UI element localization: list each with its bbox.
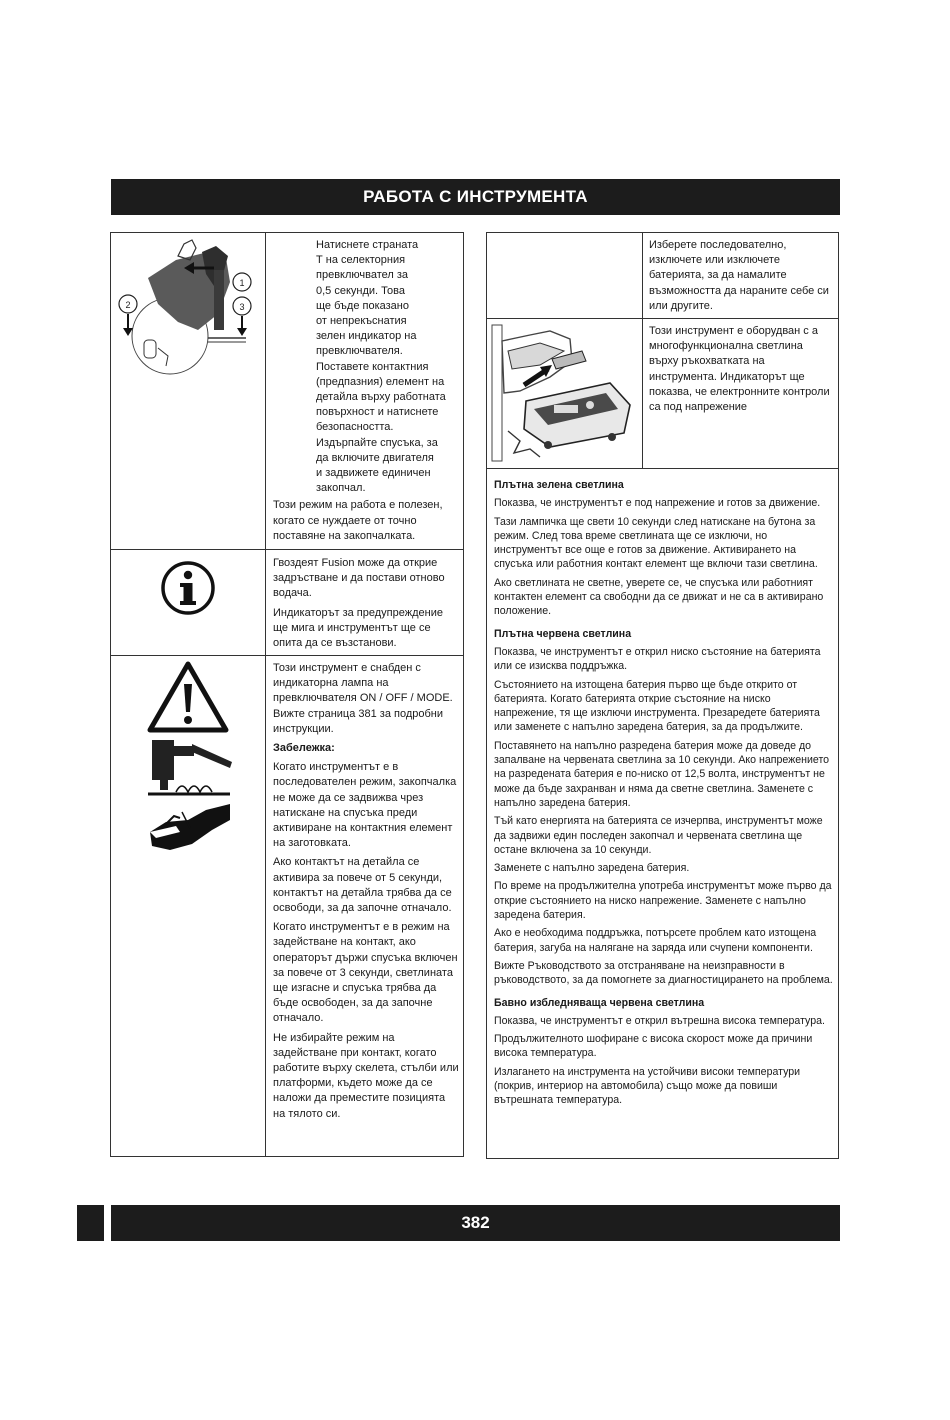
mode-step-line: и задвижете единичен [316, 467, 431, 480]
step-badge-1: 1 [239, 278, 245, 288]
info-icon [160, 560, 216, 616]
solid-green-p3: Ако светлината не светне, уверете се, че спусъка или работният контактен елемент са свободни да се движат и не са в активирано положение. [494, 576, 824, 618]
left-row-1-text [273, 238, 459, 548]
light-status-sections [494, 478, 834, 1112]
multi-light-text: Този инструмент е оборудван с а многофункционална светлина върху ръкохватката на инструмента. Индикаторът ще показва, че електронните контроли са под напрежение [649, 325, 830, 414]
solid-red-p8: Вижте Ръководството за отстраняване на неизправности в ръководството, за да помогнете за диагностицирането на проблема. [494, 959, 833, 987]
mode-step-line: зелен индикатор на [316, 330, 417, 343]
solid-red-p3: Поставянето на напълно разредена батерия може да доведе до запалване на червената светлина за 10 секунди. Ако напрежението на разредената батерия е по-ниско от 12,5 волта, инструментът не може да бъде захранван и няма да светне светлина. Заменете с напълно заредена батерия. [494, 739, 830, 809]
mode-step-line: Т на селекторния [316, 254, 406, 267]
section-title: РАБОТА С ИНСТРУМЕНТА [363, 187, 588, 206]
solid-red-p4: Тъй като енергията на батерията се изчерпва, инструментът може да задвижи един последен закопчал и червената светлина ще остане включена за 10 секунди. [494, 815, 823, 856]
mode-step-line: от непрекъснатия [316, 315, 407, 328]
left-row-2-text [273, 556, 459, 655]
solid-green-p1: Показва, че инструментът е под напрежение и готов за движение. [494, 497, 821, 510]
mode-step-line: (предпазния) елемент на [316, 375, 445, 388]
fading-red-p2: Продължителното шофиране с висока скорост може да причини висока температура. [494, 1033, 813, 1060]
solid-green-heading: Плътна зелена светлина [494, 479, 624, 491]
step-badge-3: 3 [239, 302, 245, 312]
fading-red-p1: Показва, че инструментът е открил вътрешна висока температура. [494, 1014, 825, 1027]
nailer-on-workpiece-icon [146, 736, 234, 800]
solid-red-p5: Заменете с напълно заредена батерия. [494, 862, 690, 875]
mode-step-line: Издърпайте спусъка, за [316, 436, 438, 449]
mode-step-line: Натиснете страната [316, 239, 419, 251]
mode-step-line: да включите двигателя [316, 451, 434, 464]
indicator-lamp-text: Този инструмент е снабден с индикаторна лампа на превключвателя ON / OFF / MODE. Вижте страница 381 за подробни инструкции. [273, 662, 453, 735]
solid-red-p2: Състоянието на изтощена батерия първо ще бъде открито от батерията. Когато батерията открие състояние на ниско напрежение, тя ще изключи инструмента. Презаредете батерията или заменете с напълно заредена батерия, за да продължите. [494, 678, 820, 734]
jam-detect-text: Гвоздеят Fusion може да открие задръстване и да постави отново водача. [273, 557, 445, 600]
footer-bar [111, 1205, 840, 1241]
battery-advice-text: Изберете последователно, изключете или изключете батерията, за да намалите възможността да нараните себе си или другите. [649, 239, 829, 312]
handle-light-illustration [490, 321, 640, 465]
solid-red-p1: Показва, че инструментът е открил ниско състояние на батерията или се изисква поддръжка. [494, 645, 821, 673]
solid-red-heading: Плътна червена светлина [494, 627, 632, 640]
sequential-mode-note: Когато инструментът е в последователен режим, закопчалка не може да се задвижва чрез натискане на спусъка преди активиране на контактния елемент на заготовката. [273, 761, 457, 850]
mode-step-line: детайла върху работната [316, 391, 446, 404]
contact-timeout-note: Ако контактът на детайла се активира за повече от 5 секунди, контактът на детайла трябва да се освободи, за да започне отначало. [273, 856, 452, 915]
mode-step-line: закопчал. [316, 482, 366, 495]
right-row-2-text [649, 324, 833, 419]
mode-summary: Този режим на работа е полезен, когато се нуждаете от точно поставяне на закопчалката. [273, 499, 443, 542]
nailer-mode-illustration [118, 238, 263, 388]
mode-step-line: 0,5 секунди. Това [316, 284, 405, 297]
page-number: 382 [461, 1213, 490, 1232]
right-row-1-text [649, 238, 833, 318]
right-image-cell-1 [642, 232, 643, 468]
mode-step-line: повърхност и натиснете [316, 406, 439, 419]
mode-step-line: Поставете контактния [316, 360, 429, 373]
mode-step-line: превключвателя. [316, 345, 403, 358]
warning-triangle-icon [146, 660, 230, 734]
footer-tab-block [77, 1205, 104, 1241]
right-row-divider-2 [486, 468, 839, 469]
fading-red-p3: Излагането на инструмента на устойчиви високи температури (покрив, интериор на автомобила) също може да повиши вътрешната температура. [494, 1065, 801, 1107]
scaffold-warning: Не избирайте режим на задействане при контакт, когато работите върху скелета, стълби или платформи, където може да се наложи да преместите позицията на тялото си. [273, 1031, 459, 1120]
step-badge-2: 2 [125, 300, 131, 310]
left-row-3-text [273, 661, 459, 1126]
solid-red-p7: Ако е необходима поддръжка, потърсете проблем като изтощена батерия, загуба на налягане на заряда или счупени компоненти. [494, 927, 817, 954]
solid-green-p2: Тази лампичка ще свети 10 секунди след натискане на бутона за режим. След това време светлината ще се изключи, но инструментът все още е готов за движение. Активирането на спусъка или работния контакт елемент ще включи тази светлина. [494, 515, 818, 571]
trigger-timeout-note: Когато инструментът е в режим на задействане на контакт, ако операторът държи спусъка включен за повече от 3 секунди, светлината ще изгасне и спусъка трябва да бъде освободен, за да започне отначало. [273, 921, 458, 1025]
mode-step-lines [273, 238, 459, 496]
solid-red-p6: По време на продължителна употреба инструментът може първо да открие състоянието на ниско напрежение. Заменете с напълно заредена батерия. [494, 880, 832, 922]
section-header [111, 179, 840, 215]
right-row-divider-1 [486, 318, 839, 319]
mode-step-line: безопасността. [316, 421, 394, 434]
note-label: Забележка: [273, 742, 335, 755]
hand-injury-icon [146, 802, 234, 854]
mode-step-line: ще бъде показано [316, 299, 409, 312]
fading-red-heading: Бавно избледняваща червена светлина [494, 996, 705, 1009]
warning-indicator-text: Индикаторът за предупреждение ще мига и инструментът ще се опита да се възстанови. [273, 606, 443, 650]
mode-step-line: превключвател за [316, 269, 409, 282]
